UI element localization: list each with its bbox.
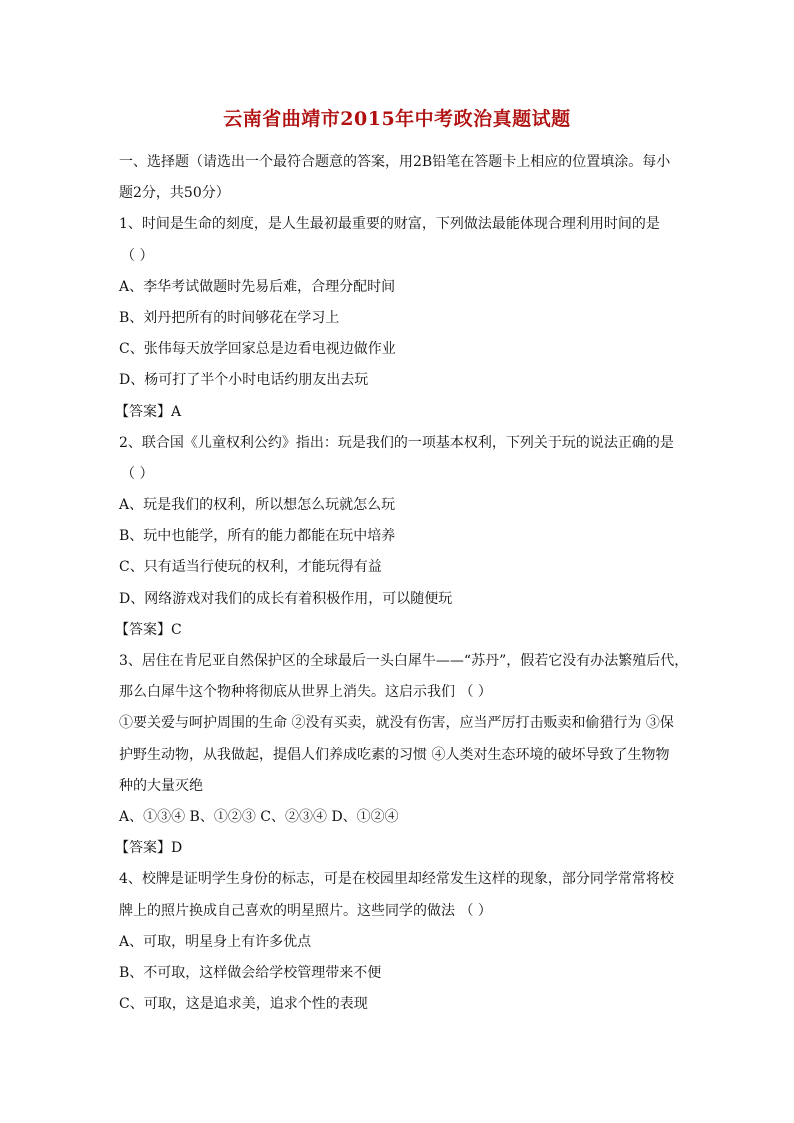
question-2-blank: （ ） <box>121 465 154 482</box>
question-1-blank: （ ） <box>121 247 154 264</box>
question-1-option-a: A、李华考试做题时先易后难，合理分配时间 <box>119 278 396 295</box>
question-2-stem: 2、联合国《儿童权利公约》指出：玩是我们的一项基本权利，下列关于玩的说法正确的是 <box>119 434 674 451</box>
question-3-answer: 【答案】D <box>115 840 183 857</box>
question-3-choices: A、①③④ B、①②③ C、②③④ D、①②④ <box>119 808 399 825</box>
document-body <box>115 147 689 1020</box>
question-3-statements-line-3: 种的大量灭绝 <box>119 777 203 794</box>
question-3-statements-line-2: 护野生动物，从我做起，提倡人们养成吃素的习惯 ④人类对生态环境的破坏导致了生物物 <box>119 746 670 763</box>
question-1-option-c: C、张伟每天放学回家总是边看电视边做作业 <box>119 341 396 358</box>
question-4-option-c: C、可取，这是追求美，追求个性的表现 <box>119 996 368 1013</box>
question-4-stem-line-1: 4、校牌是证明学生身份的标志，可是在校园里却经常发生这样的现象，部分同学常常将校 <box>119 871 674 888</box>
question-1-answer: 【答案】A <box>115 403 182 420</box>
document-title: 云南省曲靖市2015年中考政治真题试题 <box>223 108 571 130</box>
question-2-option-a: A、玩是我们的权利，所以想怎么玩就怎么玩 <box>119 497 396 514</box>
question-1-option-d: D、杨可打了半个小时电话约朋友出去玩 <box>119 372 369 389</box>
question-2-option-d: D、网络游戏对我们的成长有着积极作用，可以随便玩 <box>119 590 453 607</box>
question-1-option-b: B、刘丹把所有的时间够花在学习上 <box>119 309 340 326</box>
question-2-option-c: C、只有适当行使玩的权利，才能玩得有益 <box>119 559 382 576</box>
question-3-stem-line-2: 那么白犀牛这个物种将彻底从世界上消失。这启示我们 （ ） <box>119 684 492 701</box>
question-4-stem-line-2: 牌上的照片换成自己喜欢的明星照片。这些同学的做法 （ ） <box>119 902 492 919</box>
question-4-option-b: B、不可取，这样做会给学校管理带来不便 <box>119 964 382 981</box>
question-2-answer: 【答案】C <box>115 621 182 638</box>
question-1-stem: 1、时间是生命的刻度，是人生最初最重要的财富，下列做法最能体现合理利用时间的是 <box>119 216 660 233</box>
section-heading-line-1: 一、选择题（请选出一个最符合题意的答案，用2B铅笔在答题卡上相应的位置填涂。每小 <box>119 154 671 170</box>
question-4-option-a: A、可取，明星身上有许多优点 <box>119 933 312 950</box>
question-3-statements-line-1: ①要关爱与呵护周围的生命 ②没有买卖，就没有伤害，应当严厉打击贩卖和偷猎行为 ③保 <box>119 715 674 732</box>
question-2-option-b: B、玩中也能学，所有的能力都能在玩中培养 <box>119 528 396 545</box>
question-3-stem-line-1: 3、居住在肯尼亚自然保护区的全球最后一头白犀牛——“苏丹”，假若它没有办法繁殖后代， <box>119 653 689 669</box>
section-heading-line-2: 题2分，共50分） <box>119 185 230 202</box>
